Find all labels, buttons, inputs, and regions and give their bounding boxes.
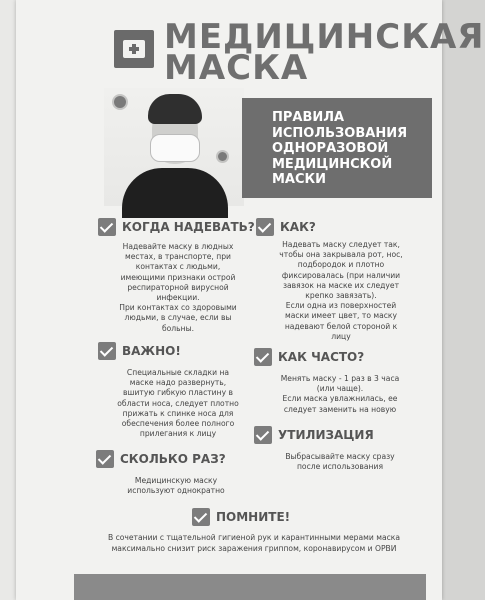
- section-title: УТИЛИЗАЦИЯ: [278, 428, 374, 442]
- bottom-bar: [74, 574, 426, 600]
- checkmark-icon: [254, 426, 272, 444]
- page-edge: [0, 0, 16, 600]
- mask-illustration: [150, 134, 200, 162]
- page-title: МЕДИЦИНСКАЯ МАСКА: [164, 17, 485, 88]
- section-how-many: [96, 450, 256, 496]
- section-disposal: [254, 426, 426, 472]
- section-important: [98, 342, 258, 439]
- section-text: Специальные складки на маске надо развернуть, вшитую гибкую пластину в области носа, следует плотно прижать к спинке носа для обеспечения более полного прилегания к лицу: [117, 368, 239, 439]
- section-how-often: [254, 348, 426, 415]
- section-text: Выбрасывайте маску сразу после использования: [285, 452, 395, 472]
- section-title: КОГДА НАДЕВАТЬ?: [122, 220, 255, 234]
- virus-icon: [114, 96, 126, 108]
- leaflet-page: [16, 0, 485, 600]
- first-aid-icon: [114, 30, 154, 68]
- checkmark-icon: [98, 342, 116, 360]
- section-text: Надевать маску следует так, чтобы она закрывала рот, нос, подбородок и плотно фиксировалась (при наличии завязок на маске их следует крепко завязать). Если одна из поверхностей маски имеет цвет, то маску надевают белой стороной к лицу: [279, 240, 403, 341]
- person-in-mask-illustration: [104, 88, 244, 206]
- checkmark-icon: [254, 348, 272, 366]
- virus-icon: [218, 152, 227, 161]
- checkmark-icon: [96, 450, 114, 468]
- section-title: ПОМНИТЕ!: [216, 510, 291, 524]
- section-remember: [192, 508, 312, 530]
- checkmark-icon: [98, 218, 116, 236]
- section-how: [256, 218, 426, 342]
- footer-note: В сочетании с тщательной гигиеной рук и карантинными мерами маска максимально снизит риск заражения гриппом, коронавирусом и ОРВИ: [107, 533, 401, 553]
- section-title: КАК ЧАСТО?: [278, 350, 365, 364]
- section-title: СКОЛЬКО РАЗ?: [120, 452, 226, 466]
- rules-banner: ПРАВИЛА ИСПОЛЬЗОВАНИЯ ОДНОРАЗОВОЙ МЕДИЦИНСКОЙ МАСКИ: [242, 98, 432, 198]
- section-text: Надевайте маску в людных местах, в транспорте, при контактах с людьми, имеющими признаки острой респираторной вирусной инфекции. При контактах со здоровыми людьми, в случае, если вы больны.: [119, 242, 237, 333]
- checkmark-icon: [256, 218, 274, 236]
- section-when: [98, 218, 258, 334]
- section-text: Медицинскую маску используют однократно: [127, 476, 225, 496]
- checkmark-icon: [192, 508, 210, 526]
- section-text: Менять маску - 1 раз в 3 часа (или чаще). Если маска увлажнилась, ее следует заменить на новую: [280, 374, 400, 414]
- section-title: ВАЖНО!: [122, 344, 181, 358]
- section-title: КАК?: [280, 220, 316, 234]
